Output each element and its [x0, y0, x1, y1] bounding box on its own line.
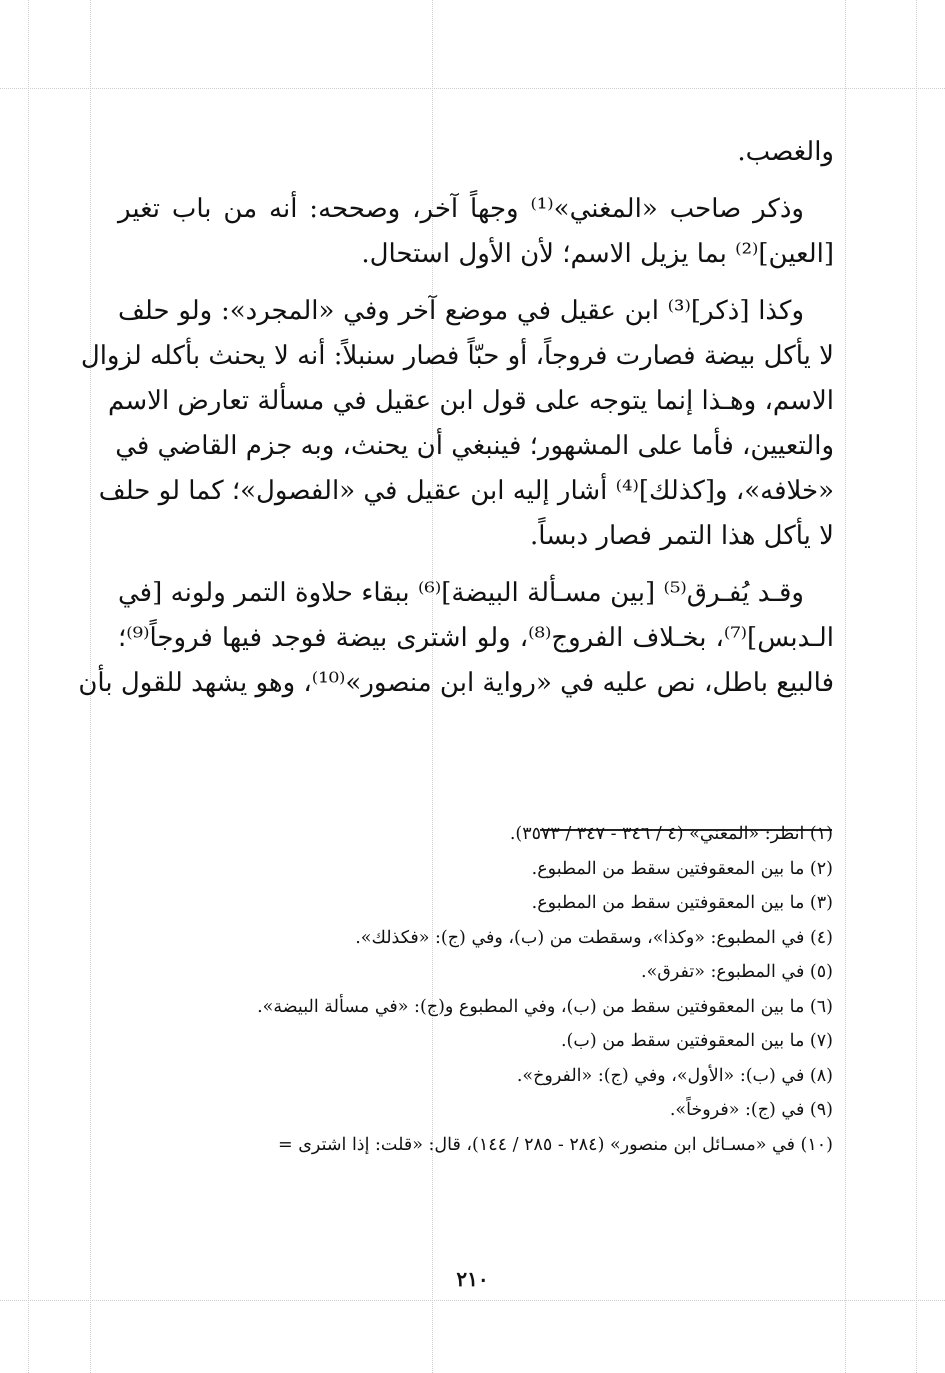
footnote: (٢) ما بين المعقوفتين سقط من المطبوع.: [531, 858, 833, 879]
footnote: (١٠) في «مسـائل ابن منصور» (٢٨٤ - ٢٨٥ / ١٤٤)، قال: «قلت: إذا اشترى =: [278, 1134, 833, 1155]
footnote: (٣) ما بين المعقوفتين سقط من المطبوع.: [531, 893, 833, 913]
text-line: فالبيع باطل، نص عليه في «رواية ابن منصور»⁽¹⁰⁾، وهو يشهد للقول بأن: [78, 668, 834, 698]
paragraph: [80, 289, 834, 559]
paragraph: [118, 130, 834, 175]
text-line: لا يأكل هذا التمر فصار دبساً.: [530, 521, 834, 551]
text-line: والتعيين، فأما على المشهور؛ فينبغي أن يحنث، وبه جزم القاضي في: [115, 431, 834, 461]
footnote: (٤) في المطبوع: «وكذا»، وسقطت من (ب)، وفي (ج): «فكذلك».: [355, 927, 833, 948]
text-line: لا يأكل بيضة فصارت فروجاً، أو حبّاً فصار سنبلاً: أنه لا يحنث بأكله لزوال: [80, 341, 834, 371]
footnote: (٧) ما بين المعقوفتين سقط من (ب).: [560, 1031, 833, 1051]
scan-guide-line: [0, 88, 945, 89]
text-line: وذكر صاحب «المغني»⁽¹⁾ وجهاً آخر، وصححه: أنه من باب تغير: [118, 194, 804, 224]
text-line: الاسم، وهـذا إنما يتوجه على قول ابن عقيل في مسألة تعارض الاسم: [108, 386, 834, 416]
text-line: وكذا [ذكر]⁽³⁾ ابن عقيل في موضع آخر وفي «المجرد»: ولو حلف: [118, 296, 804, 326]
text-line: الـدبس]⁽⁷⁾، بخـلاف الفروج⁽⁸⁾، ولو اشترى بيضة فوجد فيها فروجاً⁽⁹⁾؛: [118, 623, 834, 653]
footnote: (٥) في المطبوع: «تفرق».: [641, 962, 833, 982]
page-number: ٢١٠: [456, 1267, 489, 1291]
footnote: (٦) ما بين المعقوفتين سقط من (ب)، وفي المطبوع و(ج): «في مسألة البيضة».: [257, 996, 833, 1017]
text-line: وقـد يُفـرق⁽⁵⁾ [بين مسـألة البيضة]⁽⁶⁾ ببقاء حلاوة التمر ولونه [في: [118, 578, 804, 608]
footnote: (١) انظر: «المغني» (٤ / ٣٤٦ - ٣٤٧ / ٣٥٧٣).: [509, 824, 833, 844]
paragraph: [78, 571, 834, 706]
scan-guide-line: [0, 1300, 945, 1301]
text-line: والغصب.: [737, 137, 834, 167]
paragraph: [118, 187, 834, 277]
scan-guide-line: [28, 0, 29, 1373]
scan-guide-line: [916, 0, 917, 1373]
scan-guide-line: [845, 0, 846, 1373]
footnote: (٩) في (ج): «فروخاً».: [669, 1100, 833, 1120]
text-line: «خلافه»، و[كذلك]⁽⁴⁾ أشار إليه ابن عقيل في «الفصول»؛ كما لو حلف: [98, 476, 834, 506]
main-text: [78, 130, 834, 718]
text-line: [العين]⁽²⁾ بما يزيل الاسم؛ لأن الأول استحال.: [361, 239, 834, 269]
footnotes: [113, 817, 833, 1162]
footnote: (٨) في (ب): «الأول»، وفي (ج): «الفروخ».: [516, 1065, 833, 1086]
